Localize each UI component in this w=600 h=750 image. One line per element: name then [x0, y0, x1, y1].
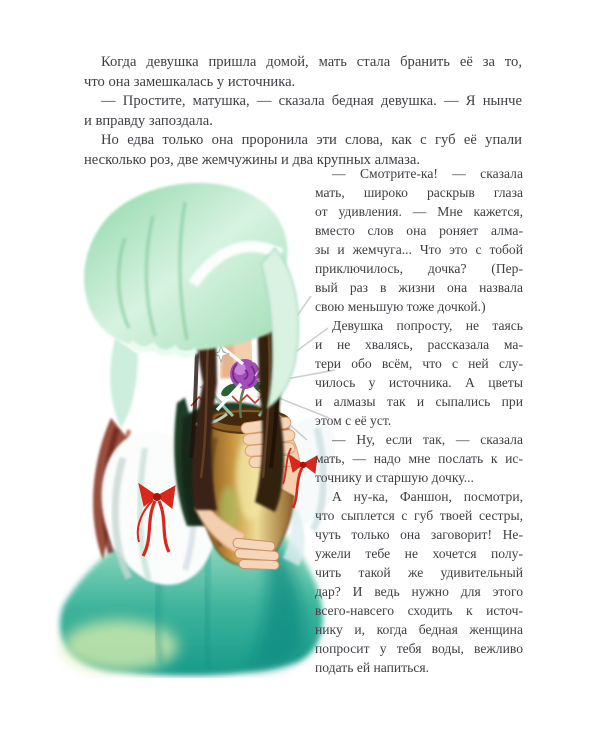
text-line: тери обо всём, что с ней слу- [315, 356, 523, 371]
top-text-block [84, 53, 522, 170]
text-line: и алмазы так и сыпались при [315, 394, 523, 409]
text-line: Девушка попросту, не таясь [332, 318, 523, 333]
text-line: что сыплется с губ твоей сестры, [315, 508, 523, 523]
text-line: зы и жемчуга... Что это с тобой [315, 242, 523, 257]
text-line: подать ей напиться. [315, 660, 430, 675]
text-line: свою меньшую тоже дочкой.) [315, 299, 486, 314]
text-line: этом с её уст. [315, 413, 392, 428]
paragraph [84, 53, 522, 92]
text-line: и не хвалясь, рассказала ма- [315, 337, 523, 352]
text-line: — Ну, если так, — сказала [332, 432, 523, 447]
text-line: приключилось, дочка? (Пер- [315, 261, 523, 276]
paragraph [315, 487, 523, 677]
text-line: — Простите, матушка, — сказала бедная девушка. — Я нынче [101, 93, 522, 109]
text-line: Но едва только она проронила эти слова, как с губ её упали [101, 132, 522, 148]
text-line: чить такой же удивительный [315, 565, 523, 580]
paragraph [84, 92, 522, 131]
text-line: и вправду запоздала. [84, 112, 213, 129]
text-line: попросит у тебя воды, вежливо [315, 641, 523, 656]
text-line: вый раз в жизни она назвала [315, 280, 523, 295]
text-line: дар? И ведь нужно для этого [315, 584, 523, 599]
right-text-column [315, 164, 523, 677]
text-line: несколько роз, две жемчужины и два крупных алмаза. [84, 151, 420, 168]
text-line: нику и, когда бедная женщина [315, 622, 523, 637]
text-line: ужели тебе не хочется полу- [315, 546, 523, 561]
text-line: всего-навсего сходить к источ- [315, 603, 523, 618]
text-line: Когда девушка пришла домой, мать стала бранить её за то, [101, 54, 522, 70]
text-line: от удивления. — Мне кажется, [315, 204, 523, 219]
text-line: чуть только она заговорит! Не- [315, 527, 523, 542]
text-line: мать, — надо мне послать к ис- [315, 451, 523, 466]
text-line: мать, широко раскрыв глаза [315, 185, 523, 200]
paragraph [315, 316, 523, 430]
text-line: что она замешкалась у источника. [84, 73, 296, 90]
text-line: вместо слов она роняет алма- [315, 223, 523, 238]
text-line: точнику и старшую дочку... [315, 470, 474, 485]
text-line: А ну-ка, Фаншон, посмотри, [332, 489, 523, 504]
girl-illustration [45, 178, 335, 678]
text-line: — Смотрите-ка! — сказала [332, 166, 523, 181]
paragraph [315, 430, 523, 487]
text-line: чилось у источника. А цветы [315, 375, 523, 390]
paragraph [315, 164, 523, 316]
